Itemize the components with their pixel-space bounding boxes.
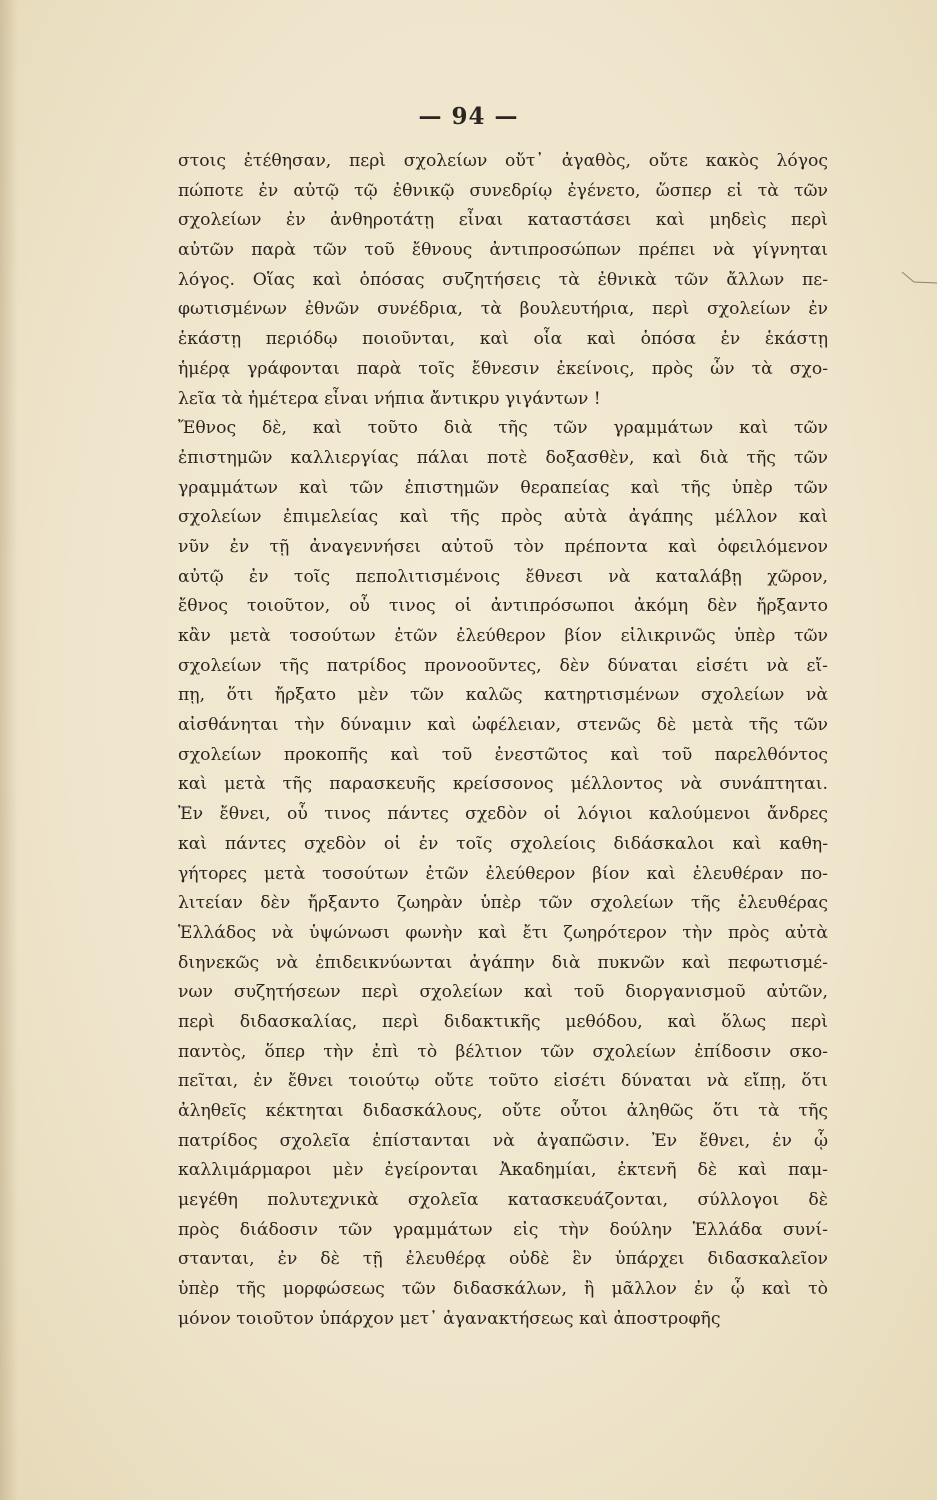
text-line: ἡμέρᾳ γράφονται παρὰ τοῖς ἔθνεσιν ἐκείνοις, πρὸς ὧν τὰ σχο-	[178, 358, 828, 379]
body-text	[178, 147, 828, 1335]
text-line: ἐπιστημῶν καλλιεργίας πάλαι ποτὲ δοξασθὲν, καὶ διὰ τῆς τῶν	[178, 447, 828, 468]
text-line: φωτισμένων ἐθνῶν συνέδρια, τὰ βουλευτήρια, περὶ σχολείων ἐν	[178, 299, 828, 320]
text-line: αὐτῷ ἐν τοῖς πεπολιτισμένοις ἔθνεσι νὰ καταλάβῃ χῶρον,	[178, 566, 828, 587]
text-line: νων συζητήσεων περὶ σχολείων καὶ τοῦ διοργανισμοῦ αὐτῶν,	[178, 982, 828, 1003]
text-line: πατρίδος σχολεῖα ἐπίστανται νὰ ἀγαπῶσιν. Ἐν ἔθνει, ἐν ᾧ	[178, 1130, 828, 1151]
text-line: σχολείων ἐπιμελείας καὶ τῆς πρὸς αὐτὰ ἀγάπης μέλλον καὶ	[178, 507, 828, 528]
text-line: ἀληθεῖς κέκτηται διδασκάλους, οὔτε οὗτοι ἀληθῶς ὅτι τὰ τῆς	[178, 1101, 828, 1121]
text-line: γραμμάτων καὶ τῶν ἐπιστημῶν θεραπείας καὶ τῆς ὑπὲρ τῶν	[178, 477, 828, 498]
text-line: ἑκάστῃ περιόδῳ ποιοῦνται, καὶ οἷα καὶ ὁπόσα ἐν ἑκάστῃ	[178, 329, 828, 350]
text-line: Ἑλλάδος νὰ ὑψώνωσι φωνὴν καὶ ἔτι ζωηρότερον τὴν πρὸς αὐτὰ	[178, 922, 828, 943]
text-line: πώποτε ἐν αὐτῷ τῷ ἐθνικῷ συνεδρίῳ ἐγένετο, ὥσπερ εἰ τὰ τῶν	[178, 180, 828, 201]
text-line: περὶ διδασκαλίας, περὶ διδακτικῆς μεθόδου, καὶ ὅλως περὶ	[178, 1011, 828, 1032]
text-line: καὶ μετὰ τῆς παρασκευῆς κρείσσονος μέλλοντος νὰ συνάπτηται.	[178, 774, 828, 795]
text-line: στοις ἐτέθησαν, περὶ σχολείων οὔτ᾽ ἀγαθὸς, οὔτε κακὸς λόγος	[178, 151, 828, 171]
text-line: σχολείων ἐν ἀνθηροτάτῃ εἶναι καταστάσει καὶ μηδεὶς περὶ	[178, 210, 828, 231]
margin-pencil-mark	[900, 268, 937, 288]
text-line: λόγος. Οἵας καὶ ὁπόσας συζητήσεις τὰ ἐθνικὰ τῶν ἄλλων πε-	[178, 269, 828, 290]
text-line: λιτείαν δὲν ἤρξαντο ζωηρὰν ὑπὲρ τῶν σχολείων τῆς ἐλευθέρας	[178, 893, 828, 914]
text-line: ἔθνος τοιοῦτον, οὗ τινος οἱ ἀντιπρόσωποι ἀκόμη δὲν ἤρξαντο	[178, 596, 828, 617]
text-line: Ἐν ἔθνει, οὗ τινος πάντες σχεδὸν οἱ λόγιοι καλούμενοι ἄνδρες	[178, 804, 828, 825]
text-line: αἰσθάνηται τὴν δύναμιν καὶ ὠφέλειαν, στενῶς δὲ μετὰ τῆς τῶν	[178, 715, 828, 736]
text-line: διηνεκῶς νὰ ἐπιδεικνύωνται ἀγάπην διὰ πυκνῶν καὶ πεφωτισμέ-	[178, 952, 828, 973]
text-line: Ἔθνος δὲ, καὶ τοῦτο διὰ τῆς τῶν γραμμάτων καὶ τῶν	[178, 418, 828, 439]
text-line: καὶ πάντες σχεδὸν οἱ ἐν τοῖς σχολείοις διδάσκαλοι καὶ καθη-	[178, 833, 828, 854]
text-line: καλλιμάρμαροι μὲν ἐγείρονται Ἀκαδημίαι, ἐκτενῆ δὲ καὶ παμ-	[178, 1160, 828, 1181]
text-line: λεῖα τὰ ἡμέτερα εἶναι νήπια ἄντικρυ γιγάντων !	[178, 388, 601, 409]
text-line: παντὸς, ὅπερ τὴν ἐπὶ τὸ βέλτιον τῶν σχολείων ἐπίδοσιν σκο-	[178, 1041, 828, 1062]
text-line: γήτορες μετὰ τοσούτων ἐτῶν ἐλεύθερον βίον καὶ ἐλευθέραν πο-	[178, 863, 828, 884]
text-line: μεγέθη πολυτεχνικὰ σχολεῖα κατασκευάζονται, σύλλογοι δὲ	[178, 1190, 828, 1211]
text-line: σχολείων τῆς πατρίδος προνοοῦντες, δὲν δύναται εἰσέτι νὰ εἴ-	[178, 655, 828, 676]
text-line: ὑπὲρ τῆς μορφώσεως τῶν διδασκάλων, ἢ μᾶλλον ἐν ᾧ καὶ τὸ	[178, 1279, 828, 1300]
text-line: πεῖται, ἐν ἔθνει τοιούτῳ οὔτε τοῦτο εἰσέτι δύναται νὰ εἴπῃ, ὅτι	[178, 1071, 828, 1092]
text-line: κἂν μετὰ τοσούτων ἐτῶν ἐλεύθερον βίον εἰλικρινῶς ὑπὲρ τῶν	[178, 626, 828, 646]
text-line: νῦν ἐν τῇ ἀναγεννήσει αὐτοῦ τὸν πρέποντα καὶ ὀφειλόμενον	[178, 536, 828, 557]
text-line: πῃ, ὅτι ἤρξατο μὲν τῶν καλῶς κατηρτισμένων σχολείων νὰ	[178, 685, 828, 706]
text-line: αὐτῶν παρὰ τῶν τοῦ ἔθνους ἀντιπροσώπων πρέπει νὰ γίγνηται	[178, 240, 828, 261]
text-line: στανται, ἐν δὲ τῇ ἐλευθέρᾳ οὐδὲ ἓν ὑπάρχει διδασκαλεῖον	[178, 1249, 828, 1270]
page-number: — 94 —	[418, 103, 519, 130]
text-line: σχολείων προκοπῆς καὶ τοῦ ἐνεστῶτος καὶ τοῦ παρελθόντος	[178, 744, 828, 765]
text-line: πρὸς διάδοσιν τῶν γραμμάτων εἰς τὴν δούλην Ἑλλάδα συνί-	[178, 1219, 828, 1240]
page-edge-shadow	[0, 0, 18, 1500]
text-line: μόνον τοιοῦτον ὑπάρχον μετ᾽ ἀγανακτήσεως καὶ ἀποστροφῆς	[178, 1308, 721, 1329]
